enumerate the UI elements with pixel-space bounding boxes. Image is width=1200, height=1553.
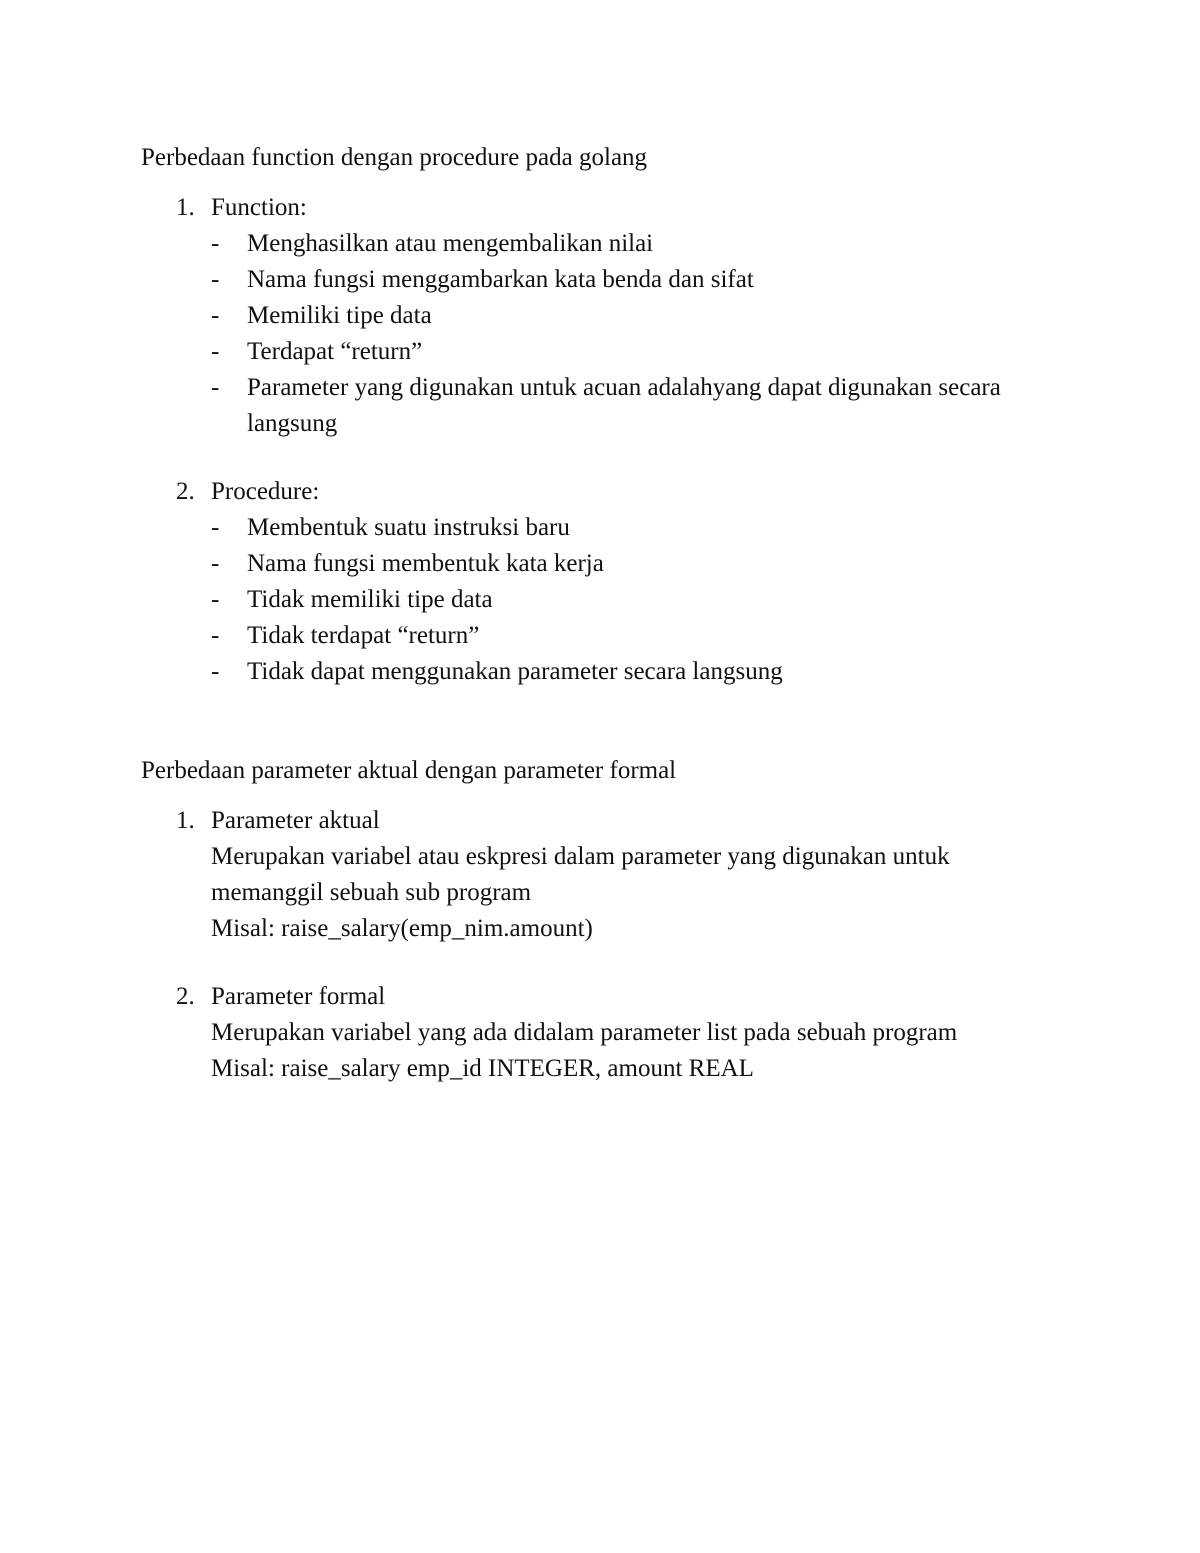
item-description: Merupakan variabel atau eskpresi dalam parameter yang digunakan untuk memanggil sebuah sub program <box>211 843 950 906</box>
section-heading: Perbedaan parameter aktual dengan parameter formal <box>141 757 677 784</box>
bullet-item: - Tidak terdapat “return” <box>211 618 1061 654</box>
dash-marker: - <box>211 302 220 329</box>
item-label: Parameter formal <box>211 983 386 1010</box>
bullet-item: - Membentuk suatu instruksi baru <box>211 510 1061 546</box>
section-actual-vs-formal-parameter <box>141 753 1061 1087</box>
item-number: 2. <box>176 478 195 505</box>
bullet-item: - Terdapat “return” <box>211 334 1061 370</box>
bullet-list <box>211 510 1061 690</box>
list-item-actual-parameter <box>141 803 1061 947</box>
item-number: 2. <box>176 983 195 1010</box>
dash-marker: - <box>211 266 220 293</box>
bullet-item: - Menghasilkan atau mengembalikan nilai <box>211 226 1061 262</box>
section-heading: Perbedaan function dengan procedure pada golang <box>141 144 648 171</box>
dash-marker: - <box>211 514 220 541</box>
list-item-procedure <box>141 474 1061 690</box>
item-number: 1. <box>176 194 195 221</box>
bullet-item: - Tidak memiliki tipe data <box>211 582 1061 618</box>
section-function-vs-procedure <box>141 140 1061 690</box>
item-number: 1. <box>176 807 195 834</box>
item-description: Merupakan variabel yang ada didalam parameter list pada sebuah program <box>211 1019 958 1046</box>
list-item-formal-parameter <box>141 979 1061 1087</box>
dash-marker: - <box>211 230 220 257</box>
bullet-item: - Memiliki tipe data <box>211 298 1061 334</box>
item-label: Parameter aktual <box>211 807 380 834</box>
dash-marker: - <box>211 550 220 577</box>
dash-marker: - <box>211 658 220 685</box>
dash-marker: - <box>211 586 220 613</box>
list-item-function <box>141 190 1061 442</box>
bullet-item: - Nama fungsi membentuk kata kerja <box>211 546 1061 582</box>
bullet-item: - Parameter yang digunakan untuk acuan adalahyang dapat digunakan secara langsung <box>211 370 1061 442</box>
item-example: Misal: raise_salary emp_id INTEGER, amount REAL <box>211 1055 754 1082</box>
bullet-item: - Nama fungsi menggambarkan kata benda dan sifat <box>211 262 1061 298</box>
dash-marker: - <box>211 374 220 401</box>
item-example: Misal: raise_salary(emp_nim.amount) <box>211 915 593 942</box>
bullet-item: - Tidak dapat menggunakan parameter secara langsung <box>211 654 1061 690</box>
dash-marker: - <box>211 338 220 365</box>
bullet-list <box>211 226 1061 442</box>
item-label: Procedure: <box>211 478 320 505</box>
dash-marker: - <box>211 622 220 649</box>
item-label: Function: <box>211 194 307 221</box>
